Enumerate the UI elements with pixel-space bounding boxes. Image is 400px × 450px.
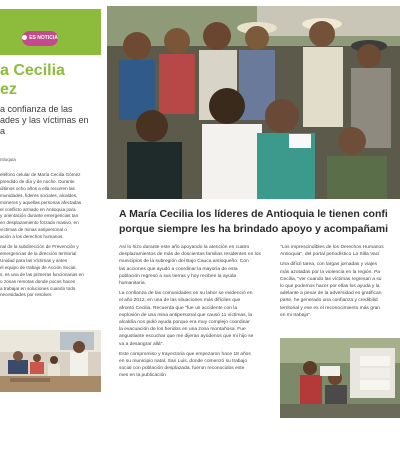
text-line: humanitaria. [119,281,146,287]
text-line: víctimas de minas antipersonal o [0,227,67,233]
headline-line: A María Cecilia los líderes de Antioquia le tienen confi [119,208,388,220]
text-line: munidades, líderes sociales, alcaldes, [0,192,78,198]
text-line: lo que podemos hacer por ellas los ayuda y la [280,284,380,290]
text-line: el conflicto armado en Antioquia para [0,206,76,212]
right-paragraph-1 [280,244,400,258]
text-line: el año 2012, en una de las situaciones más difíciles que [119,298,241,304]
text-line: necesidades por resolver. [0,292,53,298]
text-line: la evacuación de los heridos en una zona montañosa. Fue [119,327,246,333]
right-paragraph-2 [280,261,400,319]
section-header-band [0,9,101,55]
text-line: Antioquia", del portal periodístico La Silla Vací [280,252,380,258]
badge-dot-icon [22,35,27,40]
text-line: moneros y aquellas personas afectadas [0,199,82,205]
text-line: adelante a pesar de la adversidad es gratifican [280,291,382,297]
text-line: desplazamientos de más de doscientas familias residentes en los [119,252,261,258]
text-line: el equipo de trabajo de Acción Social, [0,264,77,270]
left-paragraph-2 [0,244,101,299]
text-line: Cecilia, "ver cuando las víctimas regresan a su [280,276,382,282]
text-line: últimos ocho años a ella recurren las [0,185,75,191]
text-line: La confianza de las comunidades en su labor se evidenció en [119,291,253,297]
text-line: o zonas remotas donde pocos hacen [0,278,76,284]
text-line: prendido de día y de noche. Durante [0,178,75,184]
text-line: angustiante escuchar que me dijeran ayúdenos que mi hijo se [119,334,254,340]
text-line: ación a los derechos humanos. [0,234,64,240]
meeting-photo [0,330,101,392]
badge-label: ES NOTICIA [29,35,58,41]
text-line: territorial y ese es el reconocimiento más gran [280,305,381,311]
text-line: va a desangrar allá". [119,341,164,347]
es-noticia-badge [22,31,58,46]
text-line: parte, he generado una confianza y credibilid [280,298,378,304]
text-line: emergencias de la dirección territorial [0,250,77,256]
text-line: afrontó Cecilia. Recuerda que "fue un accidente con la [119,305,238,311]
aid-delivery-photo [280,338,400,418]
text-line: eléfono celular de María Cecilia Gómez [0,172,81,177]
text-line: más azotadas por la violencia en la región. Pa [280,269,381,275]
subtitle-line: ades y las víctimas en [0,115,89,125]
text-line: en desplazamiento forzado masivo, en [0,220,79,226]
headline-line: porque siempre les ha brindado apoyo y acompañami [119,223,388,235]
text-line: mes en la publicación [119,373,167,379]
article-subtitle [0,104,101,137]
text-line: Así lo hizo durante este año apoyando la atención en cuatro [119,245,250,250]
middle-paragraph-3 [119,351,275,380]
text-line: en mi trabajo". [280,312,312,318]
text-line: Unidad para las Víctimas y antes [0,257,68,263]
text-line: explosión de una mina antipersonal que causó 11 víctimas, la [119,312,253,318]
text-line: y orientación durante emergencias tan [0,213,79,219]
text-line: Una difícil tarea, con largas jornadas y viajes [280,262,378,268]
text-line: social con población desplazada, fueron reconocidos este [119,366,245,372]
subtitle-line: a confianza de las [0,104,73,114]
text-line: alcaldía nos pidió ayuda porque era muy complejo coordinar [119,320,250,326]
middle-paragraph-1 [119,244,275,287]
text-line: Este compromiso y trayectoria que empezaron hace 18 años [119,351,251,357]
body-column-middle [119,244,275,383]
text-line: "Los imprescindibles de los Derechos Humanos [280,245,384,250]
subtitle-line: a [0,126,6,136]
text-line: s, es una de las primeras funcionarias en [0,271,84,277]
text-line: municipios de la subregión del Bajo Cauca antioqueño. Con [119,259,249,265]
pull-quote-headline [119,207,400,237]
text-line: nal de la subdirección de Prevención y [0,244,79,250]
text-line: en su municipio natal, San Luis, donde comenzó su trabajo [119,359,248,365]
dateline: ntioquia [0,157,16,162]
text-line: a trabajar en soluciones cuando todo [0,285,76,291]
community-crowd-photo [107,6,400,199]
title-line: ez [0,81,17,98]
title-line: a Cecilia [0,62,65,79]
body-column-right [280,244,400,322]
article-title [0,61,101,99]
text-line: población regresó a sus tierras y hoy reciben la ayuda [119,273,237,279]
middle-paragraph-2 [119,290,275,348]
text-line: las acciones que ayudó a coordinar la mayoría de esta [119,266,238,272]
left-body-text [0,172,101,302]
left-paragraph-1 [0,172,101,241]
